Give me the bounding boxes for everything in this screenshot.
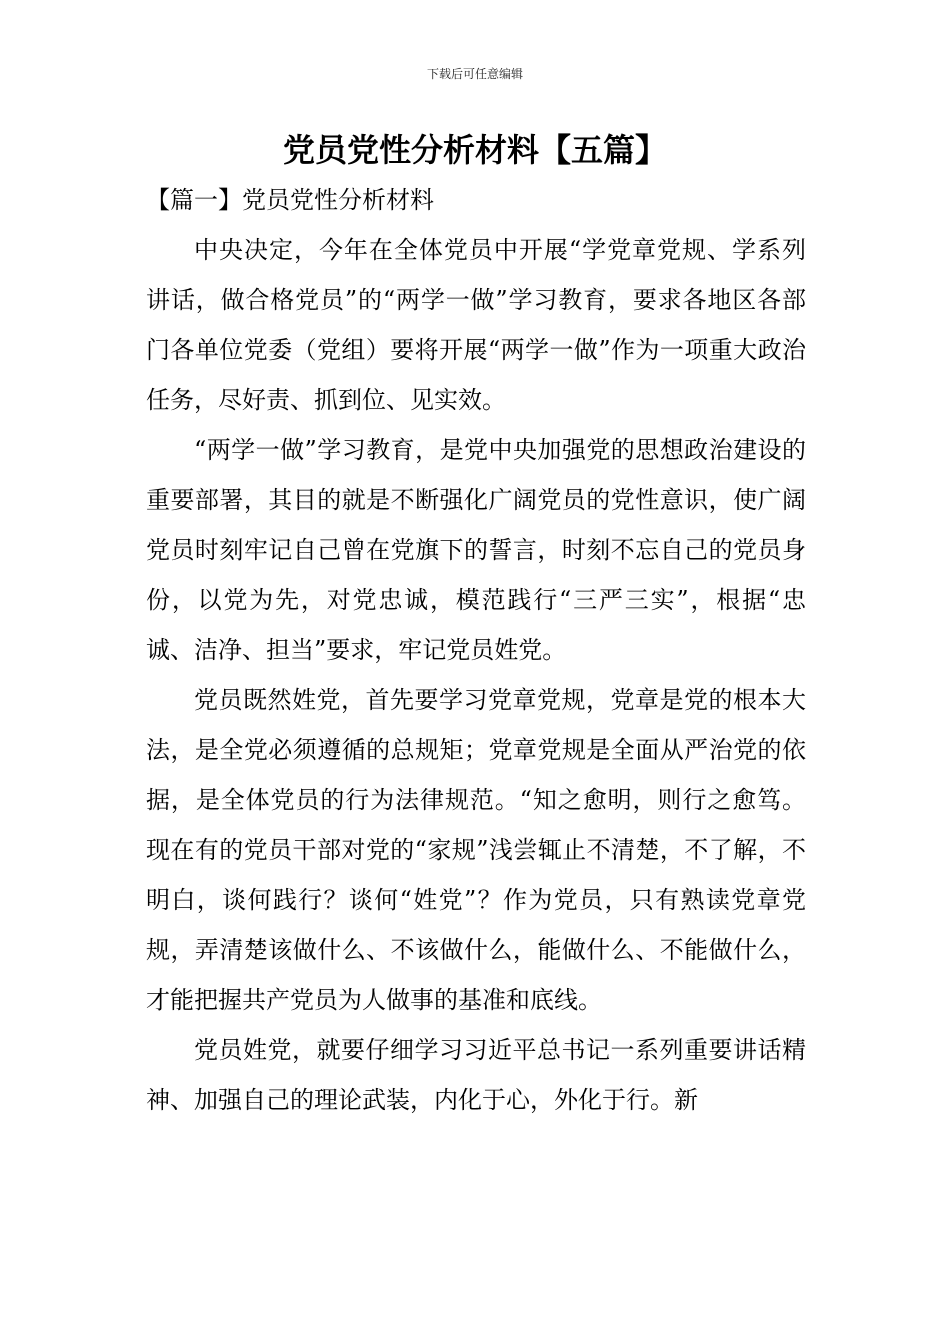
section-heading: 【篇一】党员党性分析材料 — [146, 186, 434, 214]
paragraph-4: 党员姓党，就要仔细学习习近平总书记一系列重要讲话精神、加强自己的理论武装，内化于心，外化于行。新 — [146, 1036, 806, 1114]
document-title: 党员党性分析材料【五篇】 — [282, 131, 667, 169]
paragraph-2: “两学一做”学习教育，是党中央加强党的思想政治建设的重要部署，其目的就是不断强化广阔党员的党性意识，使广阔党员时刻牢记自己曾在党旗下的誓言，时刻不忘自己的党员身份，以党为先，对党忠诚，模范践行“三严三实”，根据“忠诚、洁净、担当”要求，牢记党员姓党。 — [146, 436, 806, 664]
header-note: 下载后可任意编辑 — [426, 67, 523, 81]
paragraph-1: 中央决定，今年在全体党员中开展“学党章党规、学系列讲话，做合格党员”的“两学一做”学习教育，要求各地区各部门各单位党委（党组）要将开展“两学一做”作为一项重大政治任务，尽好责、抓到位、见实效。 — [146, 236, 806, 414]
document-body — [146, 225, 806, 1125]
paragraph-3: 党员既然姓党，首先要学习党章党规，党章是党的根本大法，是全党必须遵循的总规矩；党章党规是全面从严治党的依据，是全体党员的行为法律规范。“知之愈明，则行之愈笃。现在有的党员干部对党的“家规”浅尝辄止不清楚，不了解，不明白，谈何践行？谈何“姓党”？作为党员，只有熟读党章党规，弄清楚该做什么、不该做什么，能做什么、不能做什么，才能把握共产党员为人做事的基准和底线。 — [146, 686, 806, 1014]
